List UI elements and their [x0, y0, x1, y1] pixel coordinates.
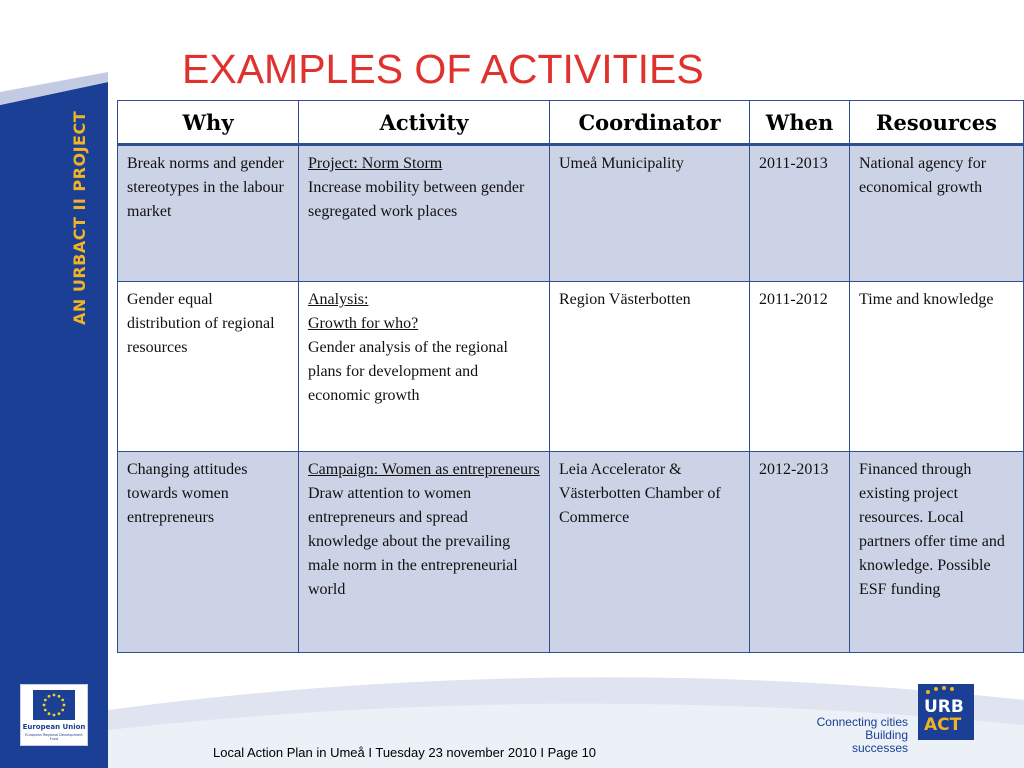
project-label: AN URBACT II PROJECT	[70, 110, 89, 325]
slogan-line-2: Building successes	[851, 728, 908, 755]
table-row	[118, 282, 1024, 452]
table-header-row	[118, 101, 1024, 145]
cell-coordinator: Leia Accelerator & Västerbotten Chamber of Commerce	[550, 452, 750, 653]
urbact-slogan	[808, 716, 908, 755]
cell-coordinator: Umeå Municipality	[550, 145, 750, 282]
eu-flag-icon	[33, 690, 75, 720]
header-when: When	[750, 101, 850, 145]
cell-when: 2011-2013	[750, 145, 850, 282]
activity-title: Project: Norm Storm	[308, 155, 443, 172]
eu-logo	[20, 684, 88, 746]
cell-when: 2012-2013	[750, 452, 850, 653]
cell-resources: National agency for economical growth	[850, 145, 1024, 282]
urbact-logo-line-1: URB	[924, 697, 964, 717]
urbact-logo	[918, 684, 974, 740]
activity-text: Increase mobility between gender segregated work places	[308, 179, 525, 220]
activity-title: Campaign: Women as entrepreneurs	[308, 461, 540, 478]
cell-why: Break norms and gender stereotypes in the labour market	[118, 145, 299, 282]
cell-when: 2011-2012	[750, 282, 850, 452]
cell-activity	[299, 452, 550, 653]
cell-activity	[299, 282, 550, 452]
header-activity: Activity	[299, 101, 550, 145]
cell-activity	[299, 145, 550, 282]
eu-name: European Union	[22, 723, 86, 731]
table-row	[118, 452, 1024, 653]
stars-icon	[918, 684, 974, 698]
urbact-logo-line-2: ACT	[924, 715, 962, 735]
cell-why: Gender equal distribution of regional resources	[118, 282, 299, 452]
activity-title: Analysis:	[308, 291, 369, 308]
slide-footer: Local Action Plan in Umeå I Tuesday 23 november 2010 I Page 10	[213, 745, 597, 760]
header-coordinator: Coordinator	[550, 101, 750, 145]
activity-text: Draw attention to women entrepreneurs and spread knowledge about the prevailing male norm in the entrepreneurial world	[308, 485, 518, 598]
slide-title: EXAMPLES OF ACTIVITIES	[182, 46, 704, 92]
header-why: Why	[118, 101, 299, 145]
cell-resources: Time and knowledge	[850, 282, 1024, 452]
eu-fund-name: European Regional Development Fund	[25, 733, 83, 741]
cell-coordinator: Region Västerbotten	[550, 282, 750, 452]
activities-table	[117, 100, 1023, 653]
cell-resources: Financed through existing project resources. Local partners offer time and knowledge. Possible ESF funding	[850, 452, 1024, 653]
activity-text: Gender analysis of the regional plans for development and economic growth	[308, 339, 508, 404]
table-row	[118, 145, 1024, 282]
slogan-line-1: Connecting cities	[816, 715, 908, 729]
cell-why: Changing attitudes towards women entrepreneurs	[118, 452, 299, 653]
activity-subtitle: Growth for who?	[308, 315, 419, 332]
header-resources: Resources	[850, 101, 1024, 145]
